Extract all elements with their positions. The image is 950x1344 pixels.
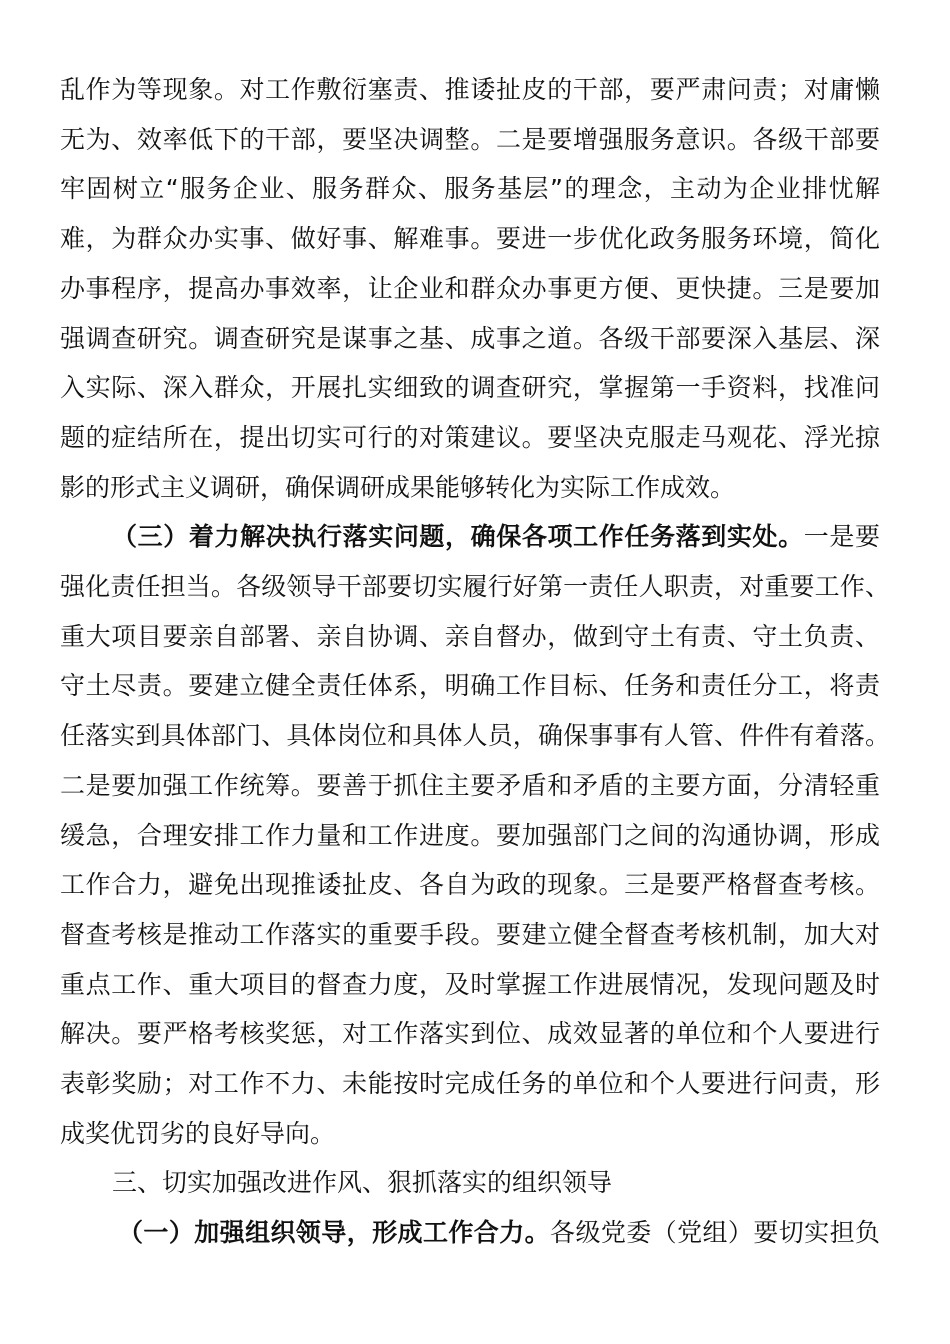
body-text: 入实际、深入群众，开展扎实细致的调查研究，掌握第一手资料，找准问 bbox=[60, 373, 880, 402]
body-text: 无为、效率低下的干部，要坚决调整。二是要增强服务意识。各级干部要 bbox=[60, 125, 880, 154]
body-text: 守土尽责。要建立健全责任体系，明确工作目标、任务和责任分工，将责 bbox=[60, 671, 880, 700]
body-text: 重点工作、重大项目的督查力度，及时掌握工作进展情况，发现问题及时 bbox=[60, 970, 880, 999]
body-text: 成奖优罚劣的良好导向。 bbox=[60, 1119, 336, 1148]
bold-heading-text: （三）着力解决执行落实问题，确保各项工作任务落到实处。 bbox=[112, 522, 804, 551]
text-line bbox=[60, 123, 880, 157]
body-text: 缓急，合理安排工作力量和工作进度。要加强部门之间的沟通协调，形成 bbox=[60, 821, 880, 850]
text-line bbox=[60, 421, 880, 455]
text-line bbox=[60, 322, 880, 356]
bold-heading-text: （一）加强组织领导，形成工作合力。 bbox=[118, 1218, 551, 1247]
body-text: 解决。要严格考核奖惩，对工作落实到位、成效显著的单位和个人要进行 bbox=[60, 1019, 880, 1048]
text-line bbox=[60, 819, 880, 853]
body-text: 乱作为等现象。对工作敷衍塞责、推诿扯皮的干部，要严肃问责；对庸懒 bbox=[60, 75, 880, 104]
text-line bbox=[60, 868, 880, 902]
body-text: 题的症结所在，提出切实可行的对策建议。要坚决克服走马观花、浮光掠 bbox=[60, 423, 880, 452]
body-text: 二是要加强工作统筹。要善于抓住主要矛盾和矛盾的主要方面，分清轻重 bbox=[60, 771, 880, 800]
text-line bbox=[60, 371, 880, 405]
text-line bbox=[60, 471, 880, 505]
body-text: 任落实到具体部门、具体岗位和具体人员，确保事事有人管、件件有着落。 bbox=[60, 721, 890, 750]
text-line bbox=[60, 73, 880, 107]
body-text: 强调查研究。调查研究是谋事之基、成事之道。各级干部要深入基层、深 bbox=[60, 324, 880, 353]
body-text: 各级党委（党组）要切实担负 bbox=[550, 1218, 880, 1247]
text-line bbox=[60, 968, 880, 1002]
text-line bbox=[60, 669, 880, 703]
text-line bbox=[60, 172, 880, 206]
text-line bbox=[60, 1067, 880, 1101]
text-line bbox=[60, 918, 880, 952]
text-line bbox=[60, 769, 880, 803]
body-text: 办事程序，提高办事效率，让企业和群众办事更方便、更快捷。三是要加 bbox=[60, 274, 880, 303]
text-line bbox=[60, 1117, 880, 1151]
body-text: 一是要 bbox=[803, 522, 880, 551]
text-line bbox=[60, 570, 890, 604]
body-text: 强化责任担当。各级领导干部要切实履行好第一责任人职责，对重要工作、 bbox=[60, 572, 890, 601]
body-text: 表彰奖励；对工作不力、未能按时完成任务的单位和个人要进行问责，形 bbox=[60, 1069, 880, 1098]
body-text: 三、切实加强改进作风、狠抓落实的组织领导 bbox=[112, 1168, 613, 1197]
text-line bbox=[112, 520, 880, 554]
body-text: 牢固树立“服务企业、服务群众、服务基层”的理念，主动为企业排忧解 bbox=[60, 174, 880, 203]
text-line bbox=[118, 1216, 880, 1250]
section-heading bbox=[112, 1166, 880, 1200]
body-text: 重大项目要亲自部署、亲自协调、亲自督办，做到守土有责、守土负责、 bbox=[60, 622, 880, 651]
body-text: 难，为群众办实事、做好事、解难事。要进一步优化政务服务环境，简化 bbox=[60, 224, 880, 253]
body-text: 工作合力，避免出现推诿扯皮、各自为政的现象。三是要严格督查考核。 bbox=[60, 870, 880, 899]
text-line bbox=[60, 1017, 880, 1051]
body-text: 督查考核是推动工作落实的重要手段。要建立健全督查考核机制，加大对 bbox=[60, 920, 880, 949]
text-line bbox=[60, 272, 880, 306]
text-line bbox=[60, 620, 880, 654]
text-line bbox=[60, 719, 890, 753]
text-line bbox=[60, 222, 880, 256]
body-text: 影的形式主义调研，确保调研成果能够转化为实际工作成效。 bbox=[60, 473, 736, 502]
